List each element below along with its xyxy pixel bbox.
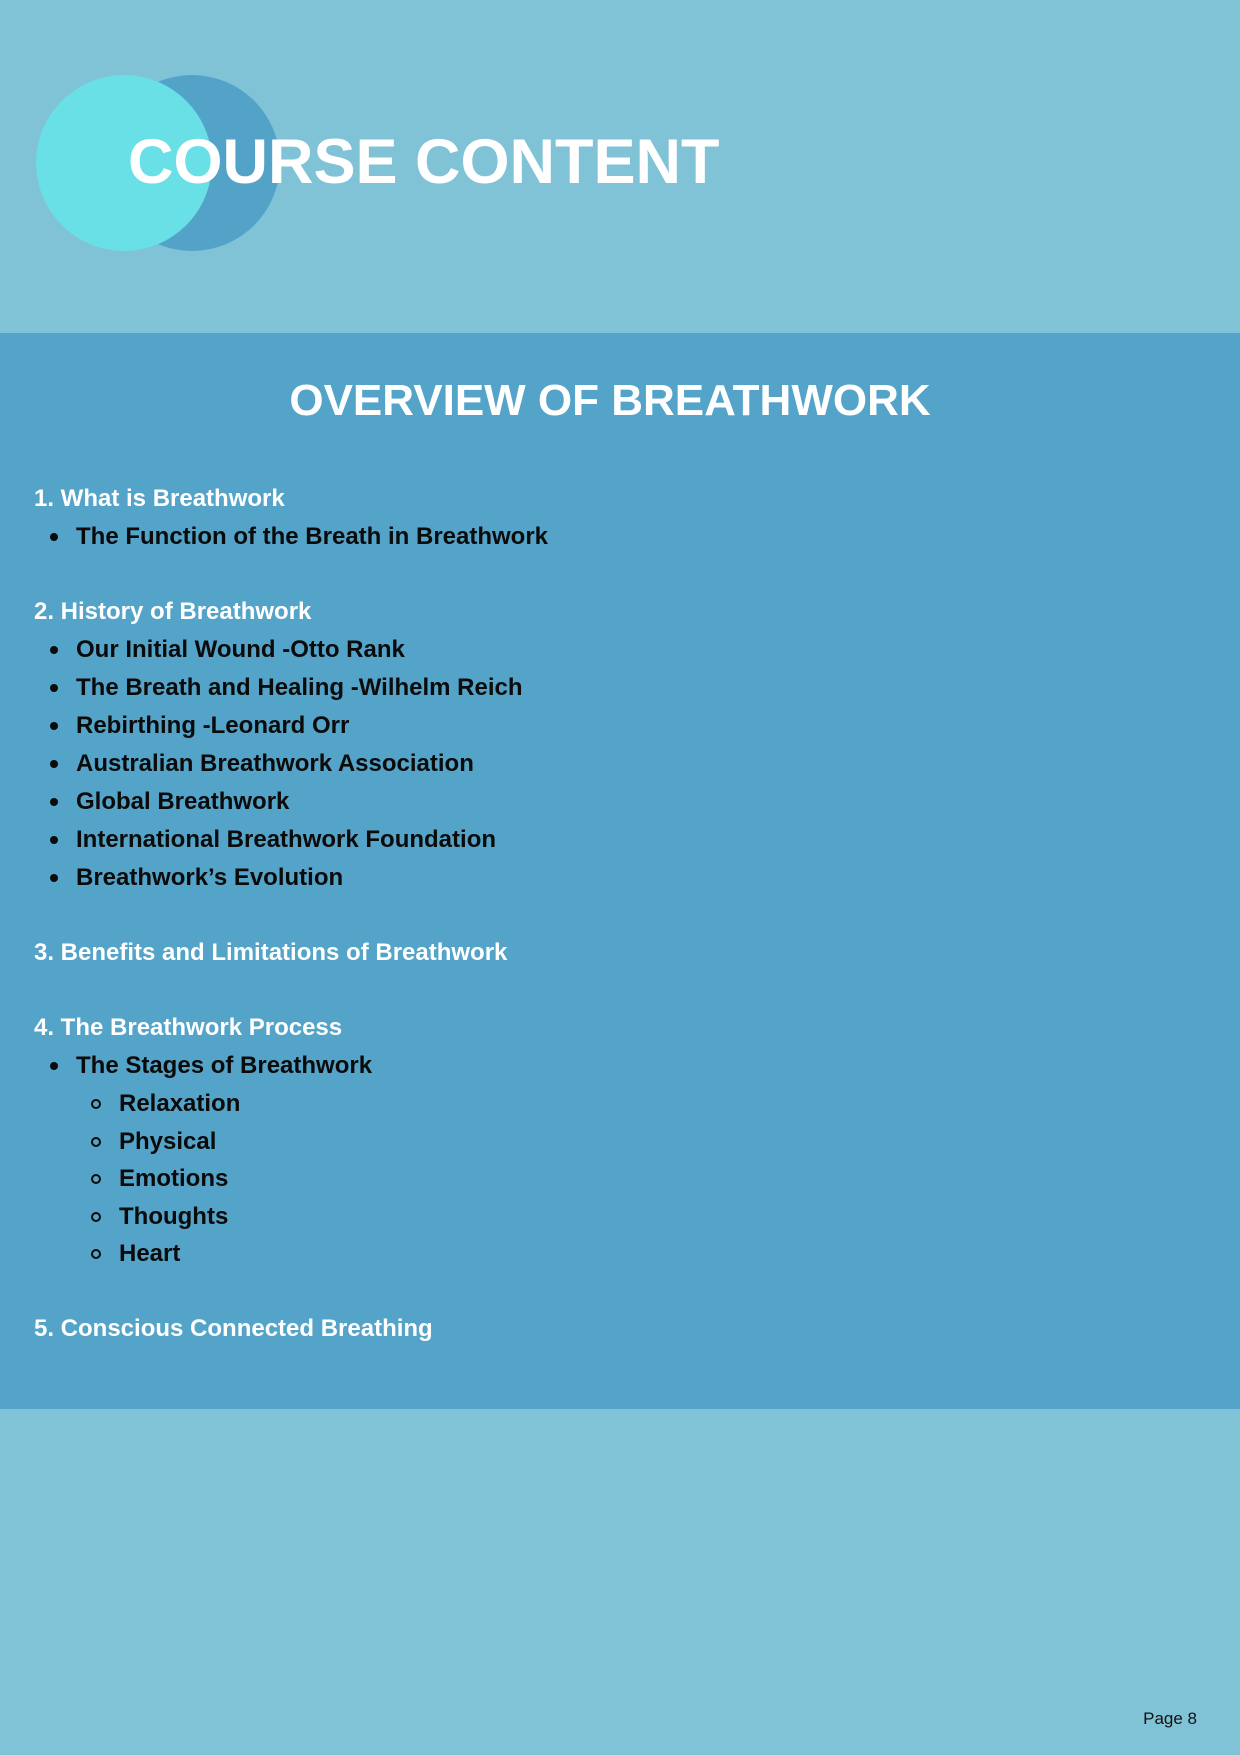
topic-label: The Function of the Breath in Breathwork: [76, 523, 549, 550]
bullet-icon: [50, 874, 58, 882]
topic-item: [34, 745, 1184, 783]
subtopic-label: Thoughts: [119, 1202, 229, 1230]
topic-list: [34, 518, 1184, 556]
subtopic-item: [76, 1085, 1184, 1123]
topic-item: [34, 631, 1184, 669]
subtopic-list: [76, 1085, 1184, 1273]
table-of-contents: [34, 480, 1184, 1385]
subtopic-label: Physical: [119, 1127, 217, 1155]
page-number: Page 8: [1143, 1709, 1197, 1728]
section-heading: 4. The Breathwork Process: [34, 1014, 343, 1041]
hollow-bullet-icon: [91, 1137, 101, 1147]
topic-item: [34, 821, 1184, 859]
topic-label: International Breathwork Foundation: [76, 826, 497, 853]
subtopic-item: [76, 1123, 1184, 1161]
section-heading: 5. Conscious Connected Breathing: [34, 1314, 433, 1342]
subtopic-item: [76, 1235, 1184, 1273]
toc-section: [34, 934, 1184, 972]
overview-panel: [0, 333, 1240, 1409]
bullet-icon: [50, 1062, 58, 1070]
topic-label: The Breath and Healing -Wilhelm Reich: [76, 674, 523, 701]
subtopic-item: [76, 1198, 1184, 1236]
subtopic-item: [76, 1160, 1184, 1198]
bullet-icon: [50, 836, 58, 844]
topic-item: [34, 859, 1184, 897]
subtopic-label: Relaxation: [119, 1090, 241, 1117]
bullet-icon: [50, 798, 58, 806]
section-heading: 2. History of Breathwork: [34, 598, 312, 625]
topic-item: [34, 1047, 1184, 1273]
bullet-icon: [50, 684, 58, 692]
bullet-icon: [50, 760, 58, 768]
topic-label: Global Breathwork: [76, 788, 290, 815]
toc-section: [34, 1310, 1184, 1348]
topic-label: The Stages of Breathwork: [76, 1052, 373, 1079]
topic-label: Our Initial Wound -Otto Rank: [76, 636, 405, 663]
toc-section: [34, 480, 1184, 556]
hollow-bullet-icon: [91, 1099, 101, 1109]
topic-item: [34, 783, 1184, 821]
bullet-icon: [50, 533, 58, 541]
topic-label: Breathwork’s Evolution: [76, 864, 344, 891]
section-heading: 1. What is Breathwork: [34, 485, 285, 512]
topic-item: [34, 707, 1184, 745]
hollow-bullet-icon: [91, 1249, 101, 1259]
section-heading: 3. Benefits and Limitations of Breathwork: [34, 939, 508, 966]
subtopic-label: Heart: [119, 1240, 181, 1267]
topic-list: [34, 1047, 1184, 1273]
topic-label: Rebirthing -Leonard Orr: [76, 712, 350, 739]
bullet-icon: [50, 722, 58, 730]
topic-item: [34, 669, 1184, 707]
hollow-bullet-icon: [91, 1212, 101, 1222]
topic-list: [34, 631, 1184, 897]
subtopic-label: Emotions: [119, 1165, 229, 1192]
toc-section: [34, 593, 1184, 897]
hollow-bullet-icon: [91, 1174, 101, 1184]
header-band: [0, 0, 1240, 333]
bullet-icon: [50, 646, 58, 654]
topic-label: Australian Breathwork Association: [76, 750, 474, 777]
page-title: COURSE CONTENT: [128, 127, 720, 197]
toc-section: [34, 1009, 1184, 1273]
topic-item: [34, 518, 1184, 556]
overview-title: OVERVIEW OF BREATHWORK: [289, 376, 931, 425]
